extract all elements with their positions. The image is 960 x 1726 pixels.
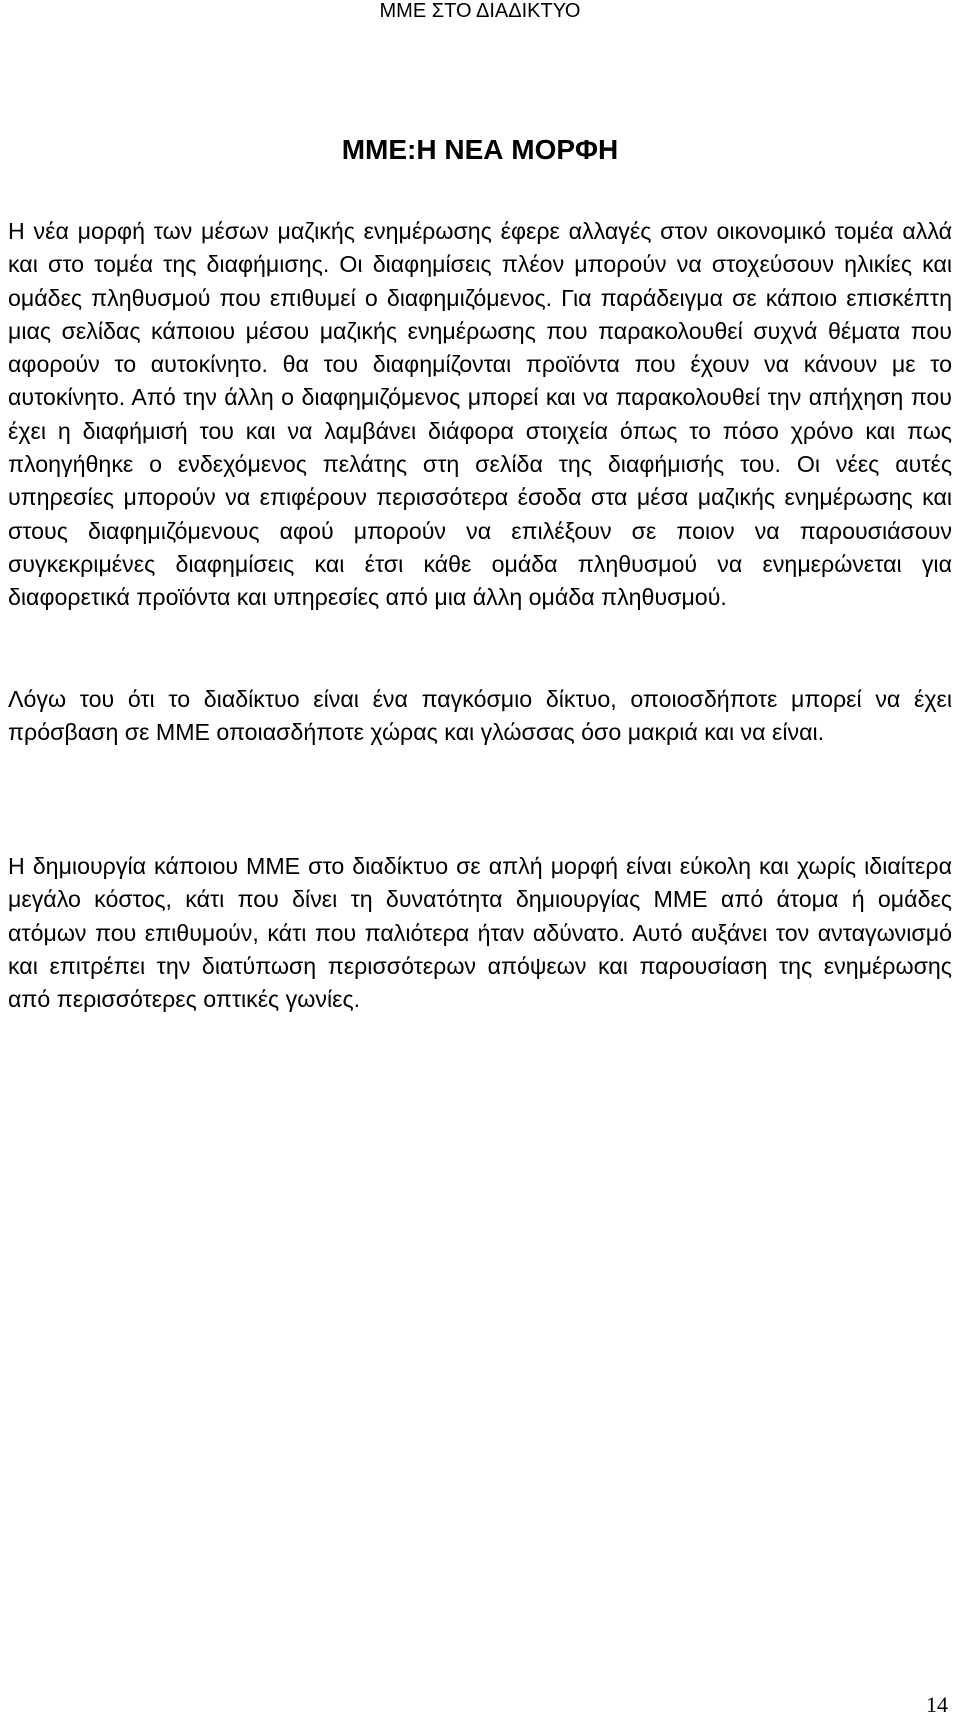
running-header: ΜΜΕ ΣΤΟ ΔΙΑΔΙΚΤΥΟ	[379, 0, 581, 22]
page-number: 14	[926, 1692, 948, 1717]
page-title: ΜΜΕ:Η ΝΕΑ ΜΟΡΦΗ	[341, 134, 619, 165]
body-paragraph-2: Λόγω του ότι το διαδίκτυο είναι ένα παγκόσμιο δίκτυο, οποιοσδήποτε μπορεί να έχει πρόσβαση σε ΜΜΕ οποιασδήποτε χώρας και γλώσσας όσο μακριά και να είναι.	[8, 686, 952, 746]
body-paragraph-3: Η δημιουργία κάποιου ΜΜΕ στο διαδίκτυο σε απλή μορφή είναι εύκολη και χωρίς ιδιαίτερα μεγάλο κόστος, κάτι που δίνει τη δυνατότητα δημιουργίας ΜΜΕ από άτομα ή ομάδες ατόμων που επιθυμούν, κάτι που παλιότερα ήταν αδύνατο. Αυτό αυξάνει τον ανταγωνισμό και επιτρέπει την διατύπωση περισσότερων απόψεων και παρουσίαση της ενημέρωσης από περισσότερες οπτικές γωνίες.	[8, 853, 952, 1013]
body-paragraph-1: Η νέα μορφή των μέσων μαζικής ενημέρωσης έφερε αλλαγές στον οικονομικό τομέα αλλά και στο τομέα της διαφήμισης. Οι διαφημίσεις πλέον μπορούν να στοχεύσουν ηλικίες και ομάδες πληθυσμού που επιθυμεί ο διαφημιζόμενος. Για παράδειγμα σε κάποιο επισκέπτη μιας σελίδας κάποιου μέσου μαζικής ενημέρωσης που παρακολουθεί συχνά θέματα που αφορούν το αυτοκίνητο. θα του διαφημίζονται προϊόντα που έχουν να κάνουν με το αυτοκίνητο. Από την άλλη ο διαφημιζόμενος μπορεί και να παρακολουθεί την απήχηση που έχει η διαφήμισή του και να λαμβάνει διάφορα στοιχεία όπως το πόσο χρόνο και πως πλοηγήθηκε ο ενδεχόμενος πελάτης στη σελίδα της διαφήμισής του. Οι νέες αυτές υπηρεσίες μπορούν να επιφέρουν περισσότερα έσοδα στα μέσα μαζικής ενημέρωσης και στους διαφημιζόμενους αφού μπορούν να επιλέξουν σε ποιον να παρουσιάσουν συγκεκριμένες διαφημίσεις και έτσι κάθε ομάδα πληθυσμού να ενημερώνεται για διαφορετικά προϊόντα και υπηρεσίες από μια άλλη ομάδα πληθυσμού.	[8, 218, 952, 611]
